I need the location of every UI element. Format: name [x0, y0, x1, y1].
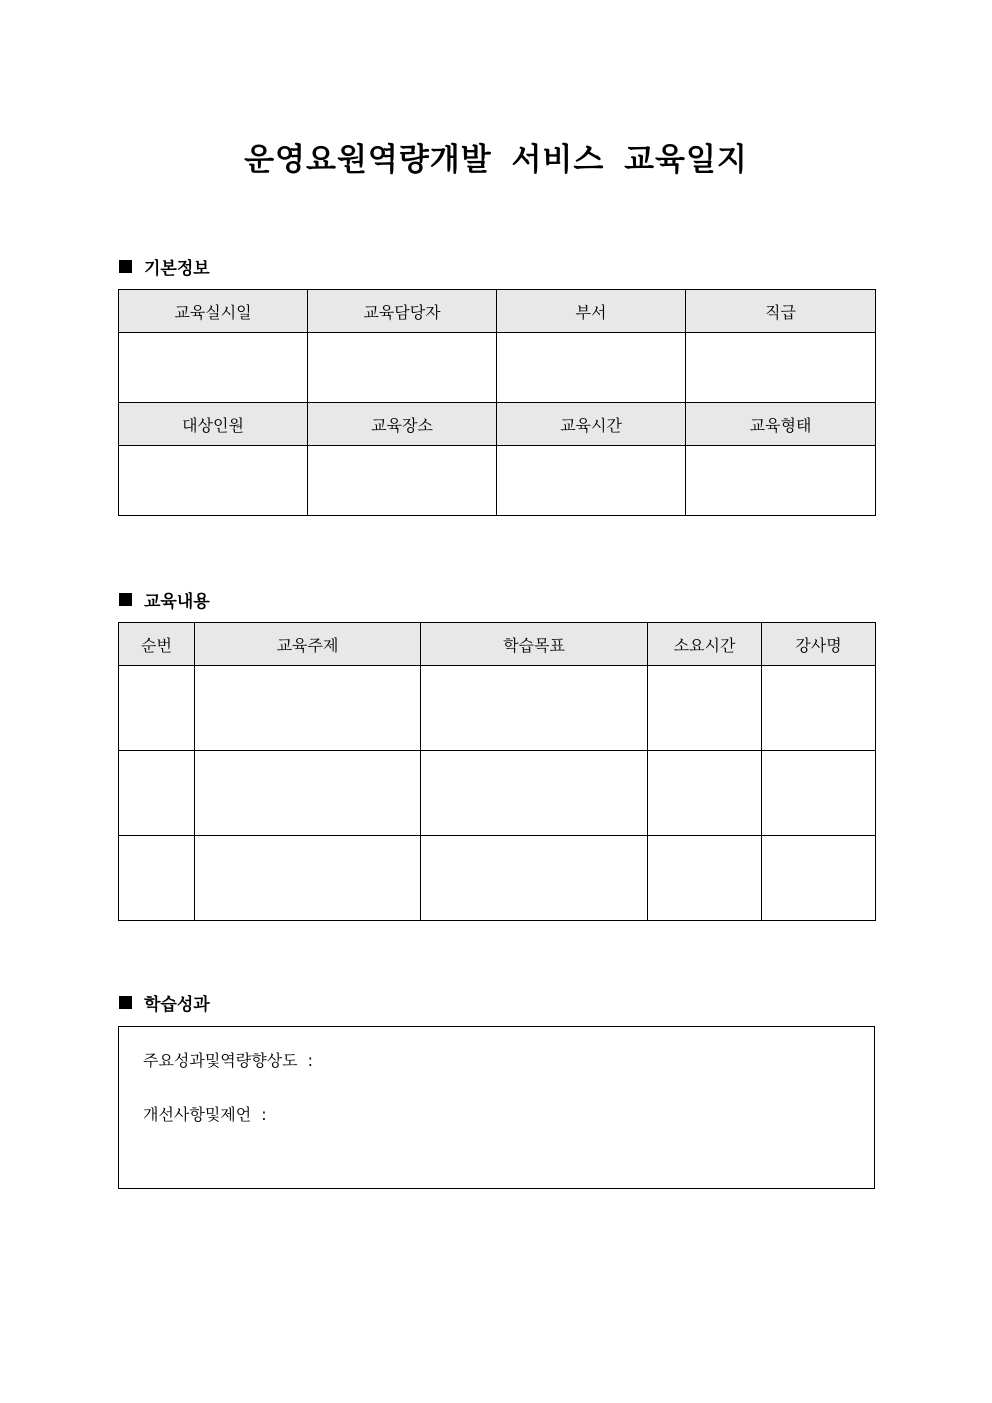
instructor-cell[interactable] — [762, 751, 876, 836]
learning-results-heading — [119, 990, 210, 1015]
topic-cell[interactable] — [195, 751, 421, 836]
duration-cell[interactable] — [648, 836, 762, 921]
header-instructor: 강사명 — [762, 623, 876, 666]
key-results-line — [143, 1048, 313, 1071]
duration-cell[interactable] — [648, 666, 762, 751]
sequence-cell[interactable] — [119, 836, 195, 921]
education-type-cell[interactable] — [686, 446, 876, 516]
basic-info-heading-label: 기본정보 — [144, 259, 210, 279]
education-content-table — [118, 622, 876, 921]
basic-info-table — [118, 289, 876, 516]
learning-goal-cell[interactable] — [421, 751, 648, 836]
header-education-type: 교육형태 — [686, 403, 876, 446]
learning-results-box[interactable] — [118, 1026, 875, 1189]
instructor-cell[interactable] — [762, 666, 876, 751]
table-row — [119, 666, 876, 751]
header-learning-goal: 학습목표 — [421, 623, 648, 666]
basic-info-heading — [119, 254, 210, 279]
header-education-date: 교육실시일 — [119, 290, 308, 333]
header-target-personnel: 대상인원 — [119, 403, 308, 446]
education-content-heading-label: 교육내용 — [144, 592, 210, 612]
basic-header-row-2 — [119, 403, 876, 446]
sequence-cell[interactable] — [119, 751, 195, 836]
header-education-time: 교육시간 — [497, 403, 686, 446]
department-cell[interactable] — [497, 333, 686, 403]
instructor-cell[interactable] — [762, 836, 876, 921]
square-bullet-icon — [119, 996, 132, 1009]
basic-value-row-2 — [119, 446, 876, 516]
content-header-row — [119, 623, 876, 666]
basic-value-row-1 — [119, 333, 876, 403]
sequence-cell[interactable] — [119, 666, 195, 751]
header-education-manager: 교육담당자 — [308, 290, 497, 333]
header-sequence: 순번 — [119, 623, 195, 666]
key-results-label: 주요성과및역량향상도 — [143, 1051, 298, 1070]
education-location-cell[interactable] — [308, 446, 497, 516]
education-time-cell[interactable] — [497, 446, 686, 516]
table-row — [119, 836, 876, 921]
improvements-colon: : — [261, 1105, 267, 1124]
basic-header-row-1 — [119, 290, 876, 333]
learning-goal-cell[interactable] — [421, 836, 648, 921]
header-topic: 교육주제 — [195, 623, 421, 666]
improvements-line — [143, 1102, 267, 1125]
header-position: 직급 — [686, 290, 876, 333]
square-bullet-icon — [119, 593, 132, 606]
topic-cell[interactable] — [195, 666, 421, 751]
header-education-location: 교육장소 — [308, 403, 497, 446]
education-content-heading — [119, 587, 210, 612]
improvements-label: 개선사항및제언 — [143, 1105, 252, 1124]
topic-cell[interactable] — [195, 836, 421, 921]
position-cell[interactable] — [686, 333, 876, 403]
education-manager-cell[interactable] — [308, 333, 497, 403]
learning-results-heading-label: 학습성과 — [144, 995, 210, 1015]
target-personnel-cell[interactable] — [119, 446, 308, 516]
education-date-cell[interactable] — [119, 333, 308, 403]
header-department: 부서 — [497, 290, 686, 333]
learning-goal-cell[interactable] — [421, 666, 648, 751]
duration-cell[interactable] — [648, 751, 762, 836]
square-bullet-icon — [119, 260, 132, 273]
key-results-colon: : — [307, 1051, 313, 1070]
header-duration: 소요시간 — [648, 623, 762, 666]
document-title: 운영요원역량개발 서비스 교육일지 — [244, 142, 748, 178]
table-row — [119, 751, 876, 836]
